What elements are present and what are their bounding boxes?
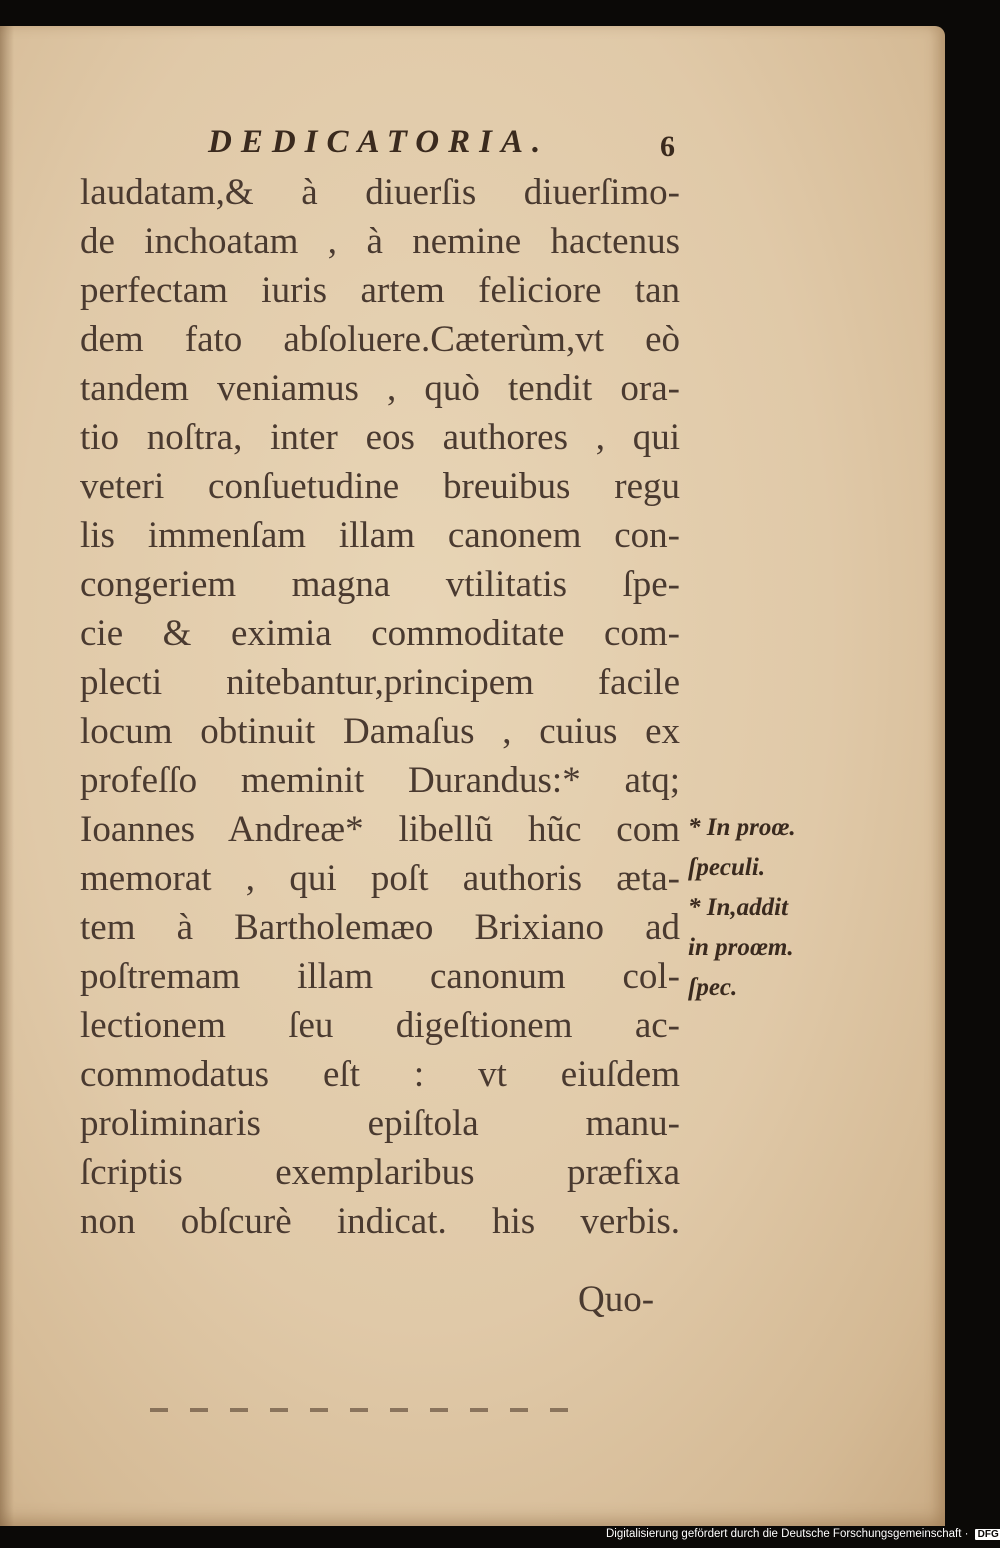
text-line: cie & eximia commoditate com- (80, 613, 680, 654)
marginal-note: * In proœ. (688, 814, 796, 841)
text-line: dem fato abſoluere.Cæterùm,vt eò (80, 319, 680, 360)
text-line: veteri conſuetudine breuibus regu (80, 466, 680, 507)
marginal-note: in proœm. (688, 934, 794, 961)
text-line: congeriem magna vtilitatis ſpe- (80, 564, 680, 605)
marginal-notes (688, 796, 828, 1008)
text-line: Ioannes Andreæ* libellũ hũc com (80, 809, 680, 850)
text-line: memorat , qui poſt authoris æta- (80, 858, 680, 899)
body-text (80, 168, 680, 1246)
ink-smudge (150, 1408, 570, 1412)
running-header: DEDICATORIA. (208, 124, 550, 160)
text-line: lis immenſam illam canonem con- (80, 515, 680, 556)
marginal-note: * In,addit (688, 894, 789, 921)
catchword: Quo- (578, 1279, 655, 1320)
marginal-note: ſpeculi. (688, 854, 766, 881)
text-line: poſtremam illam canonum col- (80, 956, 680, 997)
marginal-note: ſpec. (688, 974, 738, 1001)
text-line: commodatus eſt : vt eiuſdem (80, 1054, 680, 1095)
text-line: locum obtinuit Damaſus , cuius ex (80, 711, 680, 752)
page-number: 6 (660, 130, 675, 163)
text-line: laudatam,& à diuerſis diuerſimo- (80, 172, 680, 213)
credit-text: Digitalisierung gefördert durch die Deutsche Forschungsgemeinschaft · (606, 1528, 969, 1540)
text-line: de inchoatam , à nemine hactenus (80, 221, 680, 262)
text-line: proliminaris epiſtola manu- (80, 1103, 680, 1144)
text-line: profeſſo meminit Durandus:* atq; (80, 760, 680, 801)
text-line: ſcriptis exemplaribus præfixa (80, 1152, 680, 1193)
digitization-credit (606, 1528, 1000, 1540)
book-page (0, 26, 945, 1526)
text-line: lectionem ſeu digeſtionem ac- (80, 1005, 680, 1046)
text-line: plecti nitebantur,principem facile (80, 662, 680, 703)
text-line: tandem veniamus , quò tendit ora- (80, 368, 680, 409)
text-line: non obſcurè indicat. his verbis. (80, 1201, 680, 1242)
dfg-logo-icon: DFG (975, 1529, 1000, 1540)
text-line: tem à Bartholemæo Brixiano ad (80, 907, 680, 948)
text-line: tio noſtra, inter eos authores , qui (80, 417, 680, 458)
text-line: perfectam iuris artem feliciore tan (80, 270, 680, 311)
